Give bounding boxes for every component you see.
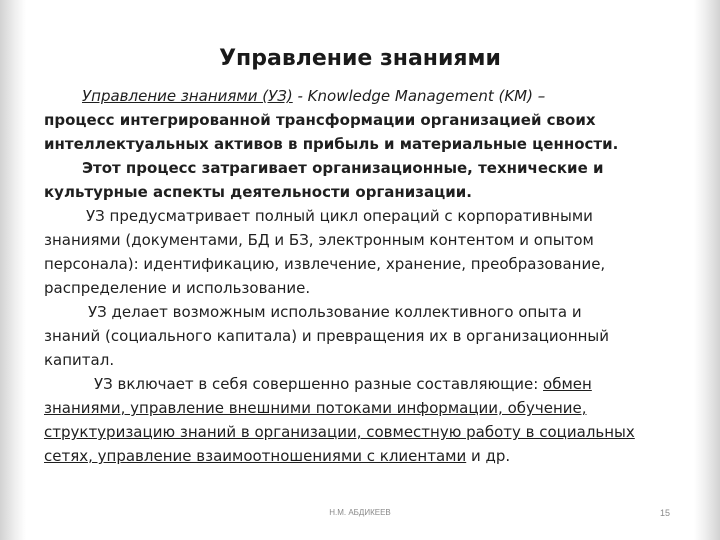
paragraph-5-line-3[interactable]: структуризацию знаний в организации, совместную работу в социальных [44, 423, 635, 441]
left-shadow-edge [0, 0, 26, 540]
right-shadow-edge [694, 0, 720, 540]
slide-title: Управление знаниями [219, 46, 501, 71]
link-knowledge-exchange[interactable]: обмен [543, 375, 592, 393]
paragraph-3-line-4: распределение и использование. [44, 279, 311, 297]
paragraph-4-line-3: капитал. [44, 351, 115, 369]
paragraph-1-line-1 [44, 84, 684, 108]
paragraph-1-line-2: процесс интегрированной трансформации организацией своих [44, 111, 596, 129]
km-definition-start: - Knowledge Management (KM) – [292, 87, 546, 105]
paragraph-3-line-2: знаниями (документами, БД и БЗ, электронным контентом и опытом [44, 231, 594, 249]
paragraph-1-line-3: интеллектуальных активов в прибыль и материальные ценности. [44, 135, 619, 153]
slide-body [44, 84, 684, 468]
paragraph-4-line-1: УЗ делает возможным использование коллективного опыта и [88, 303, 582, 321]
paragraph-5-line-4 [44, 444, 684, 468]
paragraph-2-line-1: Этот процесс затрагивает организационные, технические и [82, 159, 604, 177]
page-number: 15 [660, 508, 671, 518]
km-term: Управление знаниями (УЗ) [82, 87, 293, 105]
paragraph-2-line-2: культурные аспекты деятельности организации. [44, 183, 472, 201]
paragraph-5-end: и др. [466, 447, 511, 465]
paragraph-5-line-1 [44, 372, 684, 396]
paragraph-5-intro: УЗ включает в себя совершенно разные составляющие: [94, 375, 544, 393]
link-crm[interactable]: сетях, управление взаимоотношениями с клиентами [44, 447, 467, 465]
paragraph-3-line-1: УЗ предусматривает полный цикл операций с корпоративными [86, 207, 593, 225]
paragraph-5-line-2[interactable]: знаниями, управление внешними потоками информации, обучение, [44, 399, 587, 417]
paragraph-4-line-2: знаний (социального капитала) и превращения их в организационный [44, 327, 610, 345]
footer-author: Н.М. АБДИКЕЕВ [329, 508, 391, 517]
paragraph-3-line-3: персонала): идентификацию, извлечение, хранение, преобразование, [44, 255, 606, 273]
